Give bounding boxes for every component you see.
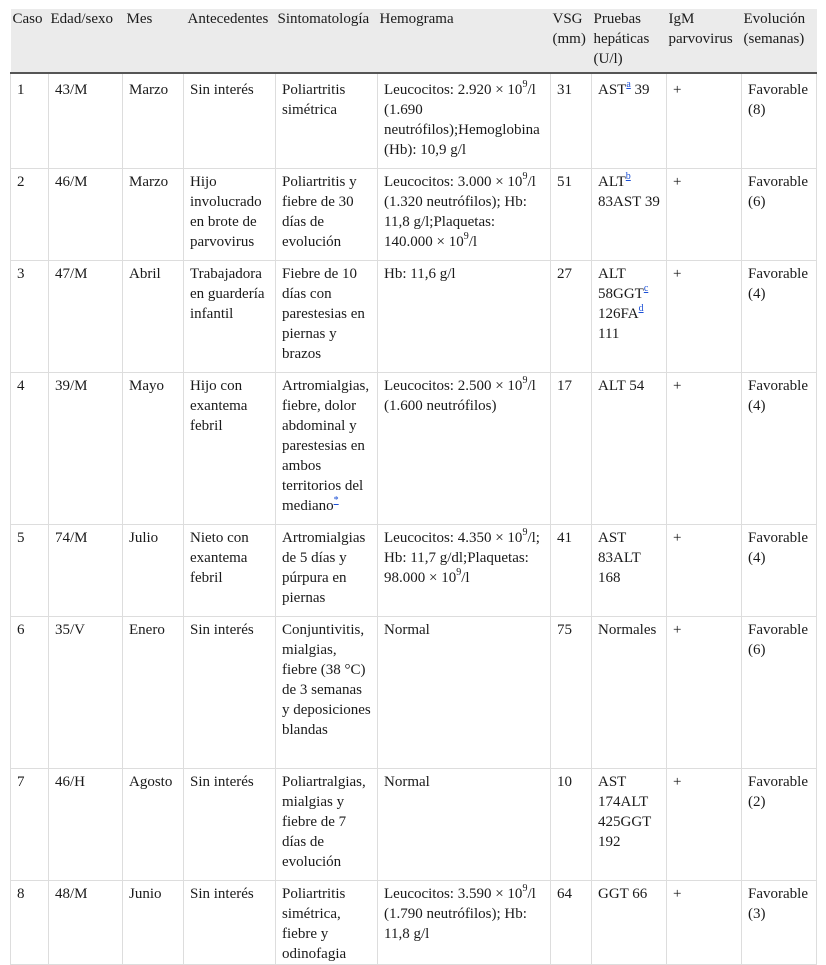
footnote-link[interactable]: a (626, 79, 631, 90)
cell-edad-sexo: 47/M (49, 261, 123, 373)
cell-antecedentes: Hijo con exantema febril (184, 373, 276, 525)
table-row (11, 525, 817, 617)
cell-sintomatologia: Poliartritis simétrica, fiebre y odinofagia (276, 881, 378, 965)
cell-sintomatologia: Artromialgias, fiebre, dolor abdominal y parestesias en ambos territorios del mediano* (276, 373, 378, 525)
cell-igm: + (667, 73, 742, 169)
cell-vsg: 75 (551, 617, 592, 769)
cell-antecedentes: Hijo involucrado en brote de parvovirus (184, 169, 276, 261)
cell-antecedentes: Sin interés (184, 617, 276, 769)
cell-igm: + (667, 525, 742, 617)
table-row (11, 373, 817, 525)
cell-edad-sexo: 46/H (49, 769, 123, 881)
table-header-row (11, 9, 817, 73)
cell-pruebas-hepaticas: ALT 54 (592, 373, 667, 525)
header-caso: Caso (11, 9, 49, 73)
clinical-cases-table (10, 9, 817, 965)
cell-sintomatologia: Artromialgias de 5 días y púrpura en piernas (276, 525, 378, 617)
cell-vsg: 17 (551, 373, 592, 525)
cell-edad-sexo: 48/M (49, 881, 123, 965)
cell-vsg: 64 (551, 881, 592, 965)
cell-caso: 6 (11, 617, 49, 769)
cell-igm: + (667, 617, 742, 769)
cell-edad-sexo: 46/M (49, 169, 123, 261)
cell-pruebas-hepaticas: Normales (592, 617, 667, 769)
cell-antecedentes: Trabajadora en guardería infantil (184, 261, 276, 373)
cell-evolucion: Favorable (4) (742, 261, 817, 373)
cell-hemograma: Normal (378, 617, 551, 769)
cell-hemograma: Leucocitos: $4.350 \times 10^9/l$; Hb: 11,7 g/dl;Plaquetas: $98.000 \times 10^9/l$ (378, 525, 551, 617)
cell-vsg: 27 (551, 261, 592, 373)
cell-sintomatologia: Poliartritis y fiebre de 30 días de evolución (276, 169, 378, 261)
cell-sintomatologia: Fiebre de 10 días con parestesias en piernas y brazos (276, 261, 378, 373)
header-antecedentes: Antecedentes (184, 9, 276, 73)
cell-pruebas-hepaticas: AST 83ALT 168 (592, 525, 667, 617)
footnote-link[interactable]: b (625, 171, 631, 182)
cell-antecedentes: Sin interés (184, 73, 276, 169)
footnote-link[interactable]: c (643, 283, 649, 294)
cell-caso: 3 (11, 261, 49, 373)
cell-caso: 5 (11, 525, 49, 617)
cell-pruebas-hepaticas: AST 174ALT 425GGT 192 (592, 769, 667, 881)
cell-edad-sexo: 74/M (49, 525, 123, 617)
cell-mes: Marzo (123, 73, 184, 169)
cell-sintomatologia: Poliartralgias, mialgias y fiebre de 7 días de evolución (276, 769, 378, 881)
cell-igm: + (667, 261, 742, 373)
cell-igm: + (667, 373, 742, 525)
table-row (11, 881, 817, 965)
cell-sintomatologia: Poliartritis simétrica (276, 73, 378, 169)
cell-caso: 2 (11, 169, 49, 261)
cell-pruebas-hepaticas: ALT$^b$ 83AST 39 (592, 169, 667, 261)
cell-hemograma: Leucocitos: $2.500 \times 10^9/l$ (1.600 neutrófilos) (378, 373, 551, 525)
cell-caso: 4 (11, 373, 49, 525)
cell-mes: Mayo (123, 373, 184, 525)
cell-sintomatologia: Conjuntivitis, mialgias, fiebre (38 °C) de 3 semanas y deposiciones blandas (276, 617, 378, 769)
footnote-link[interactable]: d (638, 303, 644, 314)
cell-antecedentes: Sin interés (184, 881, 276, 965)
cell-vsg: 41 (551, 525, 592, 617)
header-evolucion: Evolución (semanas) (742, 9, 817, 73)
table-row (11, 169, 817, 261)
table-row (11, 73, 817, 169)
cell-edad-sexo: 35/V (49, 617, 123, 769)
cell-evolucion: Favorable (8) (742, 73, 817, 169)
cell-igm: + (667, 881, 742, 965)
cell-mes: Abril (123, 261, 184, 373)
cell-evolucion: Favorable (4) (742, 525, 817, 617)
cell-antecedentes: Nieto con exantema febril (184, 525, 276, 617)
cell-evolucion: Favorable (6) (742, 617, 817, 769)
cell-hemograma: Normal (378, 769, 551, 881)
cell-mes: Agosto (123, 769, 184, 881)
cell-mes: Julio (123, 525, 184, 617)
footnote-link[interactable]: * (333, 495, 339, 506)
cell-pruebas-hepaticas: GGT 66 (592, 881, 667, 965)
table-row (11, 261, 817, 373)
cell-mes: Marzo (123, 169, 184, 261)
header-igm-parvovirus: IgM parvovirus (667, 9, 742, 73)
cell-caso: 7 (11, 769, 49, 881)
cell-caso: 1 (11, 73, 49, 169)
cell-hemograma: Leucocitos: $2.920 \times 10^9/l$ (1.690 neutrófilos);Hemoglobina (Hb): 10,9 g/l (378, 73, 551, 169)
cell-edad-sexo: 39/M (49, 373, 123, 525)
cell-vsg: 10 (551, 769, 592, 881)
cell-mes: Enero (123, 617, 184, 769)
cell-mes: Junio (123, 881, 184, 965)
table-row (11, 769, 817, 881)
cell-pruebas-hepaticas: AST$^a$ 39 (592, 73, 667, 169)
cell-evolucion: Favorable (3) (742, 881, 817, 965)
cell-vsg: 31 (551, 73, 592, 169)
cell-pruebas-hepaticas: ALT 58GGT$^c$ 126FA$^d$ 111 (592, 261, 667, 373)
cell-vsg: 51 (551, 169, 592, 261)
cell-evolucion: Favorable (2) (742, 769, 817, 881)
header-sintomatologia: Sintomatología (276, 9, 378, 73)
cell-hemograma: Leucocitos: $3.000 \times 10^9/l$ (1.320 neutrófilos); Hb: 11,8 g/l;Plaquetas: $140.000 \times 10^9/l$ (378, 169, 551, 261)
clinical-cases-table-wrapper (10, 9, 816, 965)
cell-igm: + (667, 169, 742, 261)
cell-caso: 8 (11, 881, 49, 965)
header-mes: Mes (123, 9, 184, 73)
cell-antecedentes: Sin interés (184, 769, 276, 881)
cell-igm: + (667, 769, 742, 881)
header-vsg: VSG (mm) (551, 9, 592, 73)
table-row (11, 617, 817, 769)
cell-edad-sexo: 43/M (49, 73, 123, 169)
header-hemograma: Hemograma (378, 9, 551, 73)
header-pruebas-hepaticas: Pruebas hepáticas (U/l) (592, 9, 667, 73)
header-edad-sexo: Edad/sexo (49, 9, 123, 73)
cell-hemograma: Leucocitos: $3.590 \times 10^9/l$ (1.790 neutrófilos); Hb: 11,8 g/l (378, 881, 551, 965)
cell-evolucion: Favorable (4) (742, 373, 817, 525)
cell-evolucion: Favorable (6) (742, 169, 817, 261)
cell-hemograma: Hb: 11,6 g/l (378, 261, 551, 373)
